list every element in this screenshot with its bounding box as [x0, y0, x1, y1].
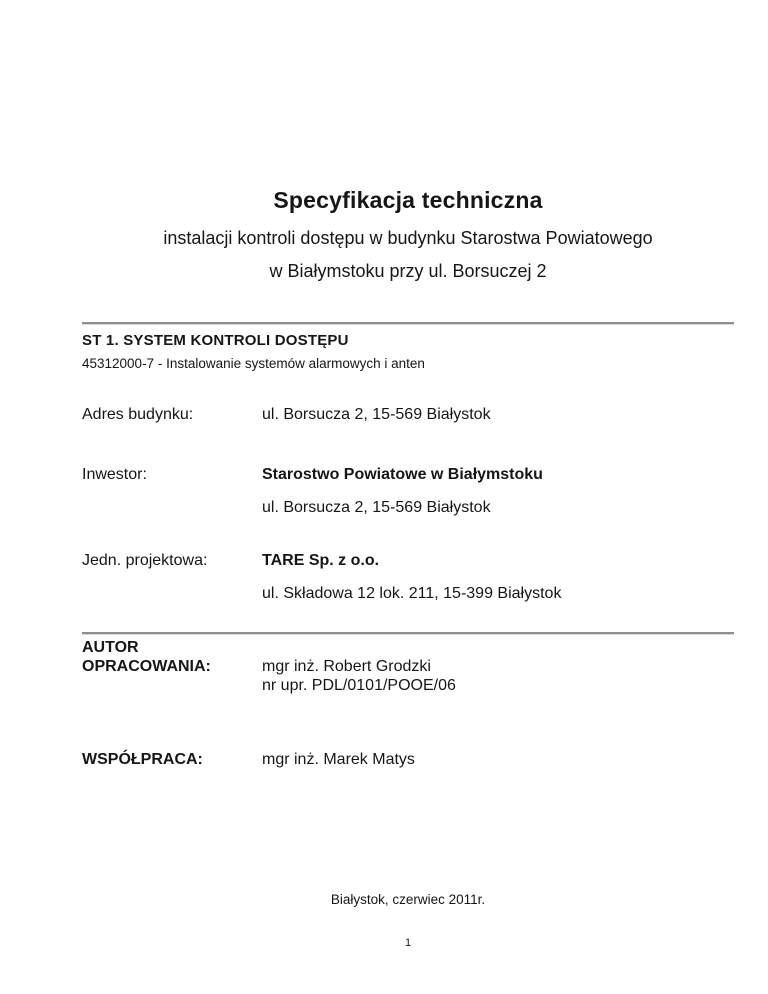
info-row-label-adres: Adres budynku: — [82, 406, 194, 423]
page-number: 1 — [404, 937, 412, 949]
author-label-line-2: OPRACOWANIA: — [82, 658, 211, 675]
author-label-line-1: AUTOR — [82, 639, 139, 656]
document-title: Specyfikacja techniczna — [273, 187, 543, 213]
cpv-code-line: 45312000-7 - Instalowanie systemów alarmowych i anten — [82, 356, 425, 371]
info-row-value-inwestor-name: Starostwo Powiatowe w Białymstoku — [262, 466, 543, 483]
document-subtitle-line-1: instalacji kontroli dostępu w budynku Starostwa Powiatowego — [163, 228, 653, 248]
author-license-number: nr upr. PDL/0101/POOE/06 — [262, 677, 456, 694]
info-row-value-inwestor-address: ul. Borsucza 2, 15-569 Białystok — [262, 499, 491, 516]
author-name: mgr inż. Robert Grodzki — [262, 658, 431, 675]
info-row-value-jedn-name: TARE Sp. z o.o. — [262, 552, 380, 569]
info-row-label-inwestor: Inwestor: — [82, 466, 147, 483]
collaboration-name: mgr inż. Marek Matys — [262, 751, 415, 768]
info-row-value-adres: ul. Borsucza 2, 15-569 Białystok — [262, 406, 491, 423]
document-subtitle-line-2: w Białymstoku przy ul. Borsuczej 2 — [269, 261, 547, 281]
horizontal-rule-top — [82, 322, 734, 324]
info-row-label-jedn-projektowa: Jedn. projektowa: — [82, 552, 208, 569]
horizontal-rule-bottom — [82, 632, 734, 634]
place-date-line: Białystok, czerwiec 2011r. — [330, 892, 486, 907]
collaboration-label: WSPÓŁPRACA: — [82, 751, 203, 768]
info-row-value-jedn-address: ul. Składowa 12 lok. 211, 15-399 Białystok — [262, 585, 562, 602]
section-heading: ST 1. SYSTEM KONTROLI DOSTĘPU — [82, 332, 349, 349]
